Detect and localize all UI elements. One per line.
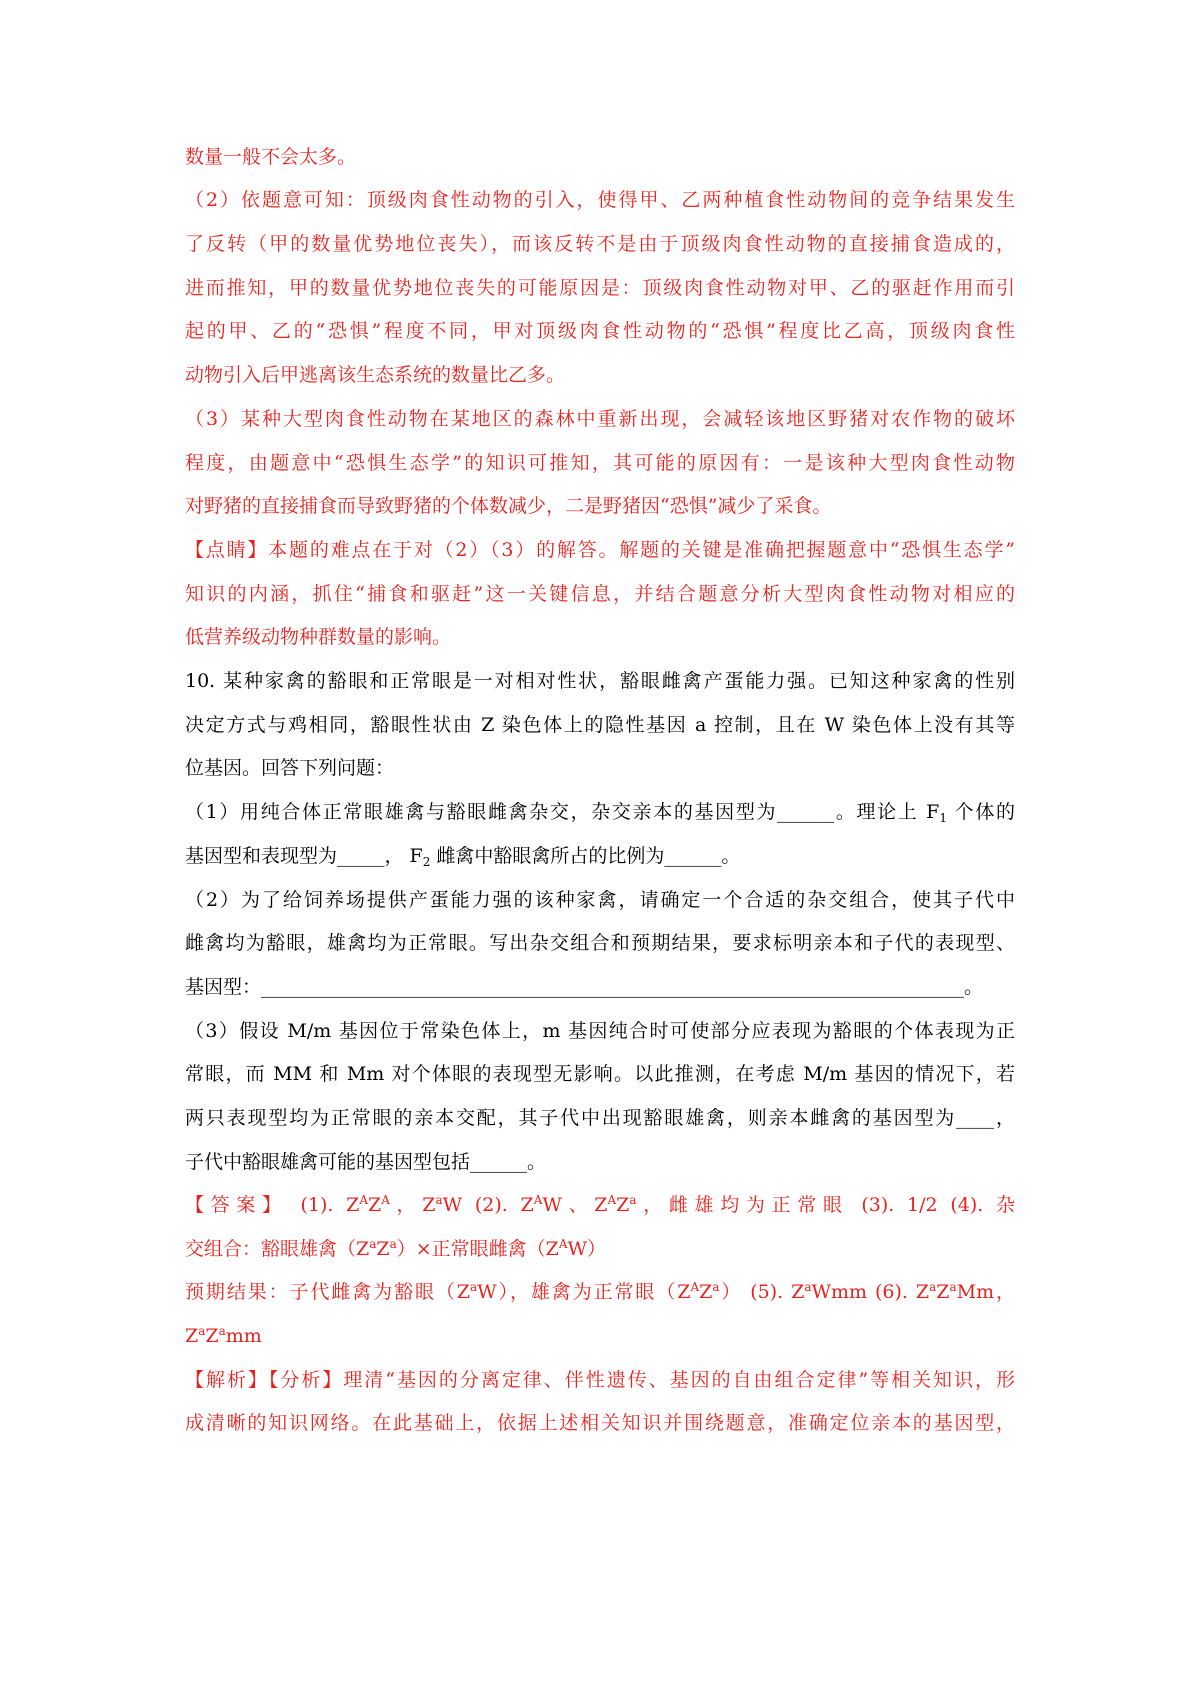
text-line — [185, 494, 1015, 518]
text-segment: 【点睛】本题的难点在于对（2）（3）的解答。解题的关键是准确把握题意中“恐惧生态学” — [185, 539, 1015, 561]
text-segment: W） — [567, 1238, 607, 1260]
text-line — [185, 931, 1015, 955]
text-segment: ）×正常眼雌禽（Z — [396, 1238, 559, 1260]
text-line — [185, 188, 1015, 212]
superscript: a — [929, 1280, 937, 1294]
text-segment: （3）假设 M/m 基因位于常染色体上，m 基因纯合时可使部分应表现为豁眼的个体表现为正 — [185, 1020, 1015, 1042]
text-line — [185, 1237, 1015, 1261]
text-line — [185, 451, 1015, 475]
text-line — [185, 363, 1015, 387]
text-line — [185, 1019, 1015, 1043]
text-line — [185, 538, 1015, 562]
text-line — [185, 1193, 1015, 1217]
text-segment: Z — [699, 1281, 713, 1303]
superscript: a — [198, 1324, 206, 1338]
text-line — [185, 1062, 1015, 1086]
text-line — [185, 319, 1015, 343]
text-line — [185, 669, 1015, 693]
text-line — [185, 800, 1015, 824]
superscript: a — [369, 1237, 377, 1251]
text-segment: W (2). Z — [442, 1194, 534, 1216]
superscript: a — [629, 1193, 637, 1207]
text-segment: 交组合：豁眼雄禽（Z — [185, 1238, 370, 1260]
text-segment: ，Z — [389, 1194, 436, 1216]
text-segment: Z — [936, 1281, 950, 1303]
text-segment: 子代中豁眼雄禽可能的基因型包括______。 — [185, 1151, 547, 1173]
superscript: a — [949, 1280, 957, 1294]
text-line — [185, 582, 1015, 606]
text-segment: （3）某种大型肉食性动物在某地区的森林中重新出现，会减轻该地区野猪对农作物的破坏 — [185, 408, 1015, 430]
text-segment: W、Z — [542, 1194, 608, 1216]
text-line — [185, 975, 1015, 999]
text-line — [185, 1150, 1015, 1174]
superscript: a — [218, 1324, 226, 1338]
text-line — [185, 625, 1015, 649]
text-segment: 知识的内涵，抓住“捕食和驱赶”这一关键信息，并结合题意分析大型肉食性动物对相应的 — [185, 583, 1015, 605]
text-line — [185, 1411, 1015, 1435]
text-segment: （2）依题意可知：顶级肉食性动物的引入，使得甲、乙两种植食性动物间的竞争结果发生 — [185, 189, 1015, 211]
text-segment: Z — [368, 1194, 382, 1216]
superscript: a — [712, 1280, 720, 1294]
text-segment: Z — [616, 1194, 630, 1216]
superscript: A — [533, 1193, 543, 1207]
text-segment: Mm， — [956, 1281, 1015, 1303]
text-segment: Z — [185, 1325, 199, 1347]
text-segment: ，雌雄均为正常眼 (3). 1/2 (4). 杂 — [636, 1194, 1015, 1216]
text-line — [185, 888, 1015, 912]
superscript: A — [558, 1237, 568, 1251]
superscript: A — [381, 1193, 390, 1207]
text-segment: 两只表现型均为正常眼的亲本交配，其子代中出现豁眼雄禽，则亲本雌禽的基因型为____， — [185, 1107, 1015, 1129]
superscript: a — [435, 1193, 443, 1207]
text-line — [185, 232, 1015, 256]
text-segment: 低营养级动物种群数量的影响。 — [185, 626, 452, 648]
text-segment: Wmm (6). Z — [811, 1281, 930, 1303]
superscript: A — [359, 1193, 368, 1207]
text-segment: 基因型和表现型为_____， F — [185, 845, 423, 867]
text-segment: 起的甲、乙的“恐惧”程度不同，甲对顶级肉食性动物的“恐惧”程度比乙高，顶级肉食性 — [185, 320, 1015, 342]
text-segment: 个体的 — [946, 801, 1015, 823]
text-segment: 进而推知，甲的数量优势地位丧失的可能原因是：顶级肉食性动物对甲、乙的驱赶作用而引 — [185, 277, 1015, 299]
text-segment: ） (5). Z — [719, 1281, 805, 1303]
text-line — [185, 844, 1015, 868]
text-segment: mm — [225, 1325, 262, 1347]
superscript: a — [804, 1280, 812, 1294]
text-line — [185, 276, 1015, 300]
text-segment: 基因型：__________________________________________________________________________。 — [185, 976, 984, 998]
text-segment: 雌禽中豁眼禽所占的比例为______。 — [430, 845, 741, 867]
text-line — [185, 756, 1015, 780]
text-line — [185, 145, 1015, 169]
text-segment: 程度，由题意中“恐惧生态学”的知识可推知，其可能的原因有：一是该种大型肉食性动物 — [185, 452, 1015, 474]
subscript: 2 — [422, 855, 431, 869]
text-segment: Z — [205, 1325, 219, 1347]
text-segment: 数量一般不会太多。 — [185, 146, 357, 168]
text-segment: 10. 某种家禽的豁眼和正常眼是一对相对性状，豁眼雌禽产蛋能力强。已知这种家禽的性别 — [185, 670, 1015, 692]
superscript: a — [469, 1280, 478, 1294]
text-segment: 雌禽均为豁眼，雄禽均为正常眼。写出杂交组合和预期结果，要求标明亲本和子代的表现型、 — [185, 932, 1015, 954]
text-segment: 动物引入后甲逃离该生态系统的数量比乙多。 — [185, 364, 566, 386]
text-segment: 【答案】 (1). Z — [185, 1194, 360, 1216]
text-segment: （1）用纯合体正常眼雄禽与豁眼雌禽杂交，杂交亲本的基因型为______。理论上 F — [185, 801, 940, 823]
text-line — [185, 1324, 1015, 1348]
text-segment: 决定方式与鸡相同，豁眼性状由 Z 染色体上的隐性基因 a 控制，且在 W 染色体上没有其等 — [185, 714, 1015, 736]
text-line — [185, 1368, 1015, 1392]
text-segment: （2）为了给饲养场提供产蛋能力强的该种家禽，请确定一个合适的杂交组合，使其子代中 — [185, 889, 1015, 911]
superscript: a — [389, 1237, 397, 1251]
superscript: A — [607, 1193, 617, 1207]
text-line — [185, 407, 1015, 431]
text-segment: 常眼，而 MM 和 Mm 对个体眼的表现型无影响。以此推测，在考虑 M/m 基因的情况下，若 — [185, 1063, 1015, 1085]
subscript: 1 — [939, 811, 947, 825]
superscript: A — [690, 1280, 700, 1294]
text-segment: 【解析】【分析】理清“基因的分离定律、伴性遗传、基因的自由组合定律”等相关知识，形 — [185, 1369, 1015, 1391]
text-segment: 预期结果：子代雌禽为豁眼（Z — [185, 1281, 470, 1303]
text-line — [185, 1280, 1015, 1304]
text-segment: 了反转（甲的数量优势地位丧失），而该反转不是由于顶级肉食性动物的直接捕食造成的， — [185, 233, 1015, 255]
text-segment: 位基因。回答下列问题： — [185, 757, 395, 779]
text-segment: Z — [376, 1238, 390, 1260]
text-segment: 对野猪的直接捕食而导致野猪的个体数减少，二是野猪因“恐惧”减少了采食。 — [185, 495, 832, 517]
text-segment: W），雄禽为正常眼（Z — [477, 1281, 691, 1303]
text-segment: 成清晰的知识网络。在此基础上，依据上述相关知识并围绕题意，准确定位亲本的基因型， — [185, 1412, 1015, 1434]
text-line — [185, 1106, 1015, 1130]
text-line — [185, 713, 1015, 737]
